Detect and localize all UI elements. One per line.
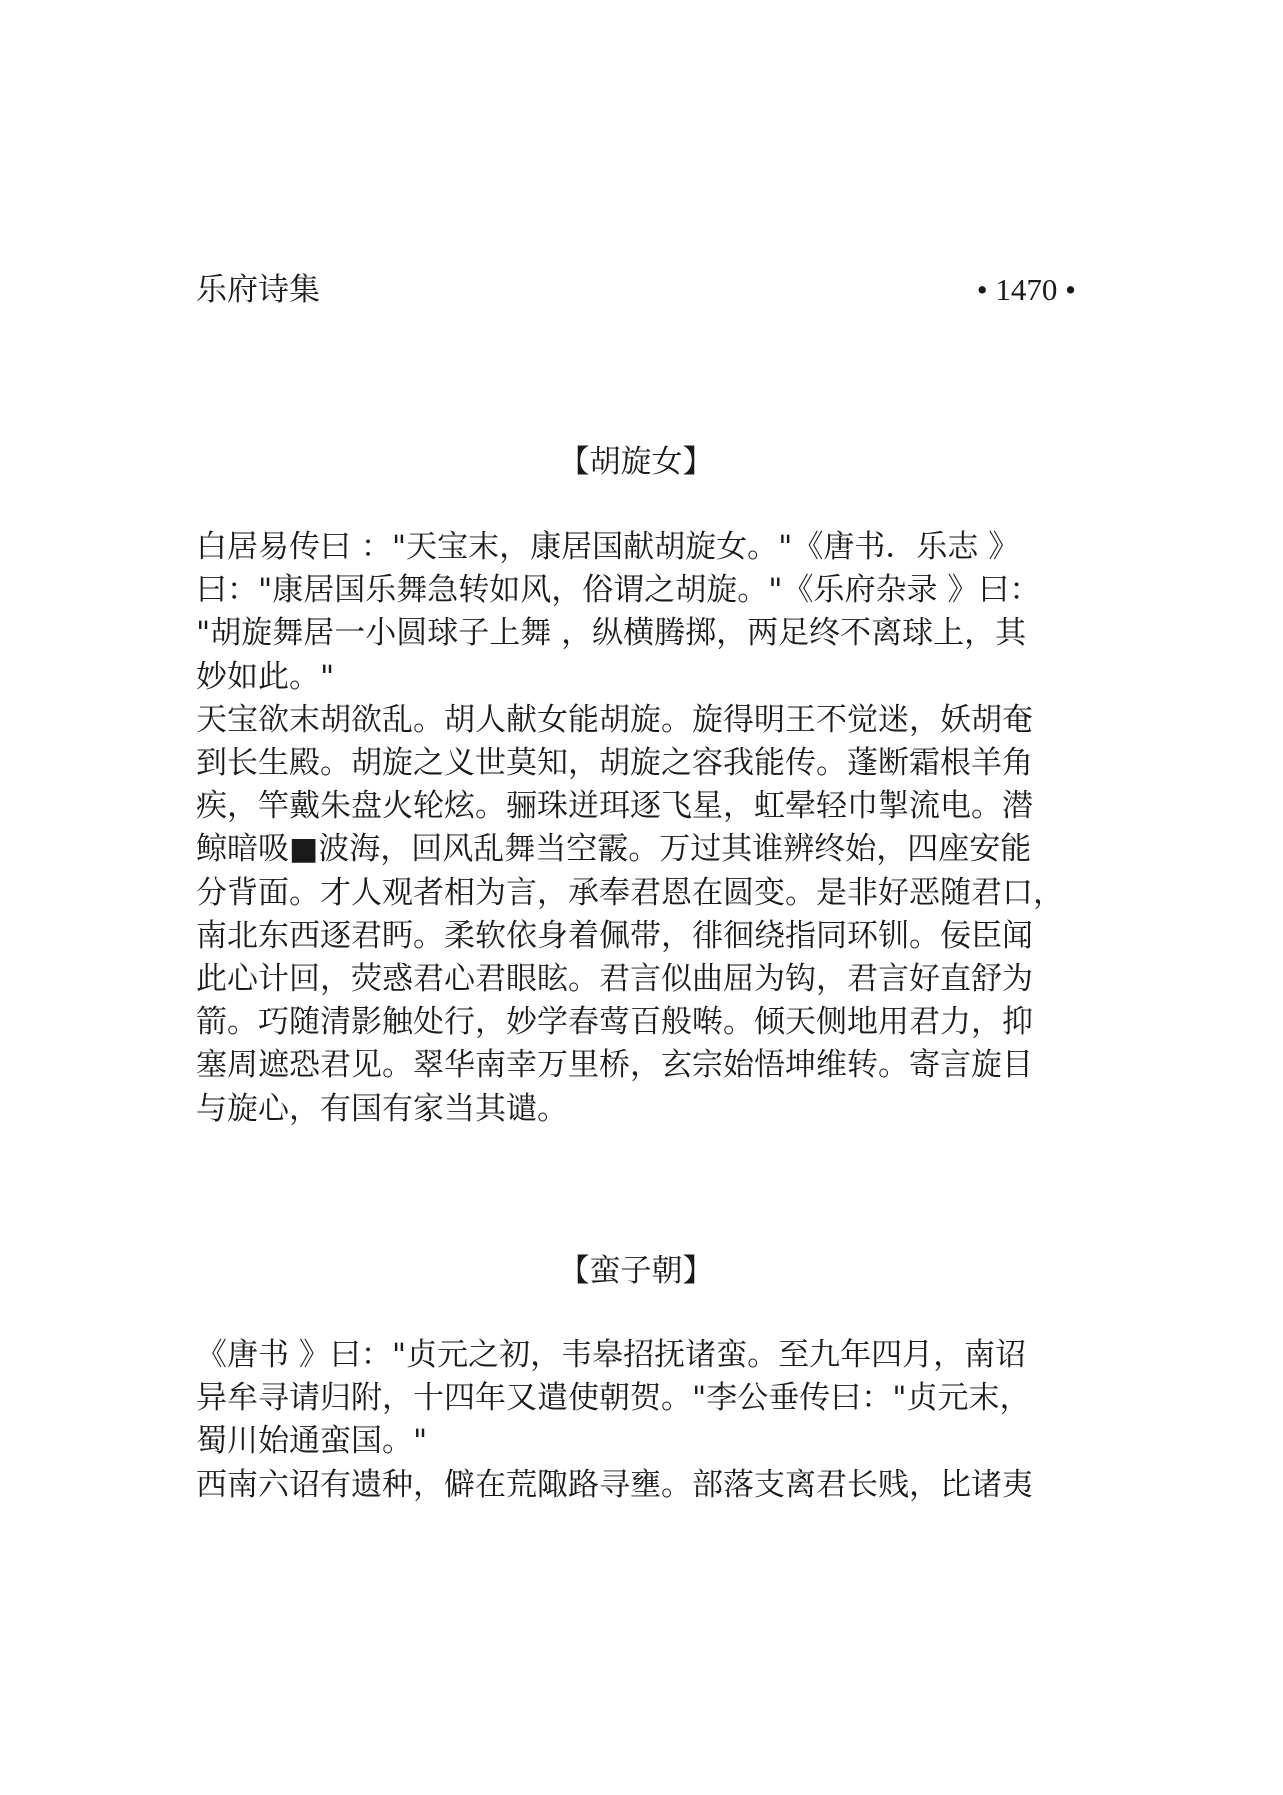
section-body-manzichao	[196, 1334, 1076, 1507]
text-line: 塞周遮恐君见。翠华南幸万里桥，玄宗始悟坤维转。寄言旋目	[196, 1047, 1033, 1084]
text-line: 疾，竿戴朱盘火轮炫。骊珠迸珥逐飞星，虹晕轻巾掣流电。潜	[196, 788, 1033, 825]
text-line: 《唐书 》曰："贞元之初，韦皋招抚诸蛮。至九年四月，南诏	[196, 1337, 1027, 1373]
text-line: 南北东西逐君眄。柔软依身着佩带，徘徊绕指同环钏。佞臣闻	[196, 917, 1033, 954]
text-line: "胡旋舞居一小圆球子上舞 ，纵横腾掷，两足终不离球上，其	[196, 615, 1027, 652]
text-line: 天宝欲末胡欲乱。胡人献女能胡旋。旋得明王不觉迷，妖胡奄	[196, 701, 1033, 738]
text-line: 此心计回，荧惑君心君眼眩。君言似曲屈为钩，君言好直舒为	[196, 961, 1033, 998]
text-line: 箭。巧随清影触处行，妙学春莺百般啭。倾天侧地用君力，抑	[196, 1004, 1033, 1041]
text-line: 曰："康居国乐舞急转如风，俗谓之胡旋。"《乐府杂录 》曰：	[196, 572, 1041, 609]
text-line: 鲸暗吸■波海，回风乱舞当空霰。万过其谁辨终始，四座安能	[196, 831, 1032, 868]
text-line: 西南六诏有遗种，僻在荒陬路寻壅。部落支离君长贱，比诸夷	[196, 1466, 1033, 1503]
section-body-huxuannv	[196, 526, 1076, 1131]
text-line: 分背面。才人观者相为言，承奉君恩在圆变。是非好恶随君口，	[196, 874, 1064, 911]
preface-paragraph	[196, 526, 1076, 699]
text-line: 蜀川始通蛮国。"	[196, 1423, 428, 1460]
text-line: 与旋心，有国有家当其谴。	[196, 1090, 568, 1127]
page-header	[196, 268, 1076, 312]
text-line: 白居易传曰 ："天宝末，康居国献胡旋女。"《唐书．乐志 》	[196, 529, 1020, 565]
section-title-manzichao: 【蛮子朝】	[558, 1253, 714, 1289]
book-title: 乐府诗集	[196, 272, 320, 308]
preface-paragraph	[196, 1334, 1076, 1464]
section-title-huxuannv: 【胡旋女】	[558, 444, 714, 480]
poem-paragraph	[196, 1464, 1076, 1507]
text-line: 异牟寻请归附，十四年又遣使朝贺。"李公垂传曰："贞元末，	[196, 1380, 1031, 1417]
text-line: 到长生殿。胡旋之义世莫知，胡旋之容我能传。蓬断霜根羊角	[196, 745, 1033, 782]
text-line: 妙如此。"	[196, 658, 335, 695]
page-number: • 1470 •	[976, 272, 1076, 307]
poem-paragraph	[196, 699, 1076, 1131]
